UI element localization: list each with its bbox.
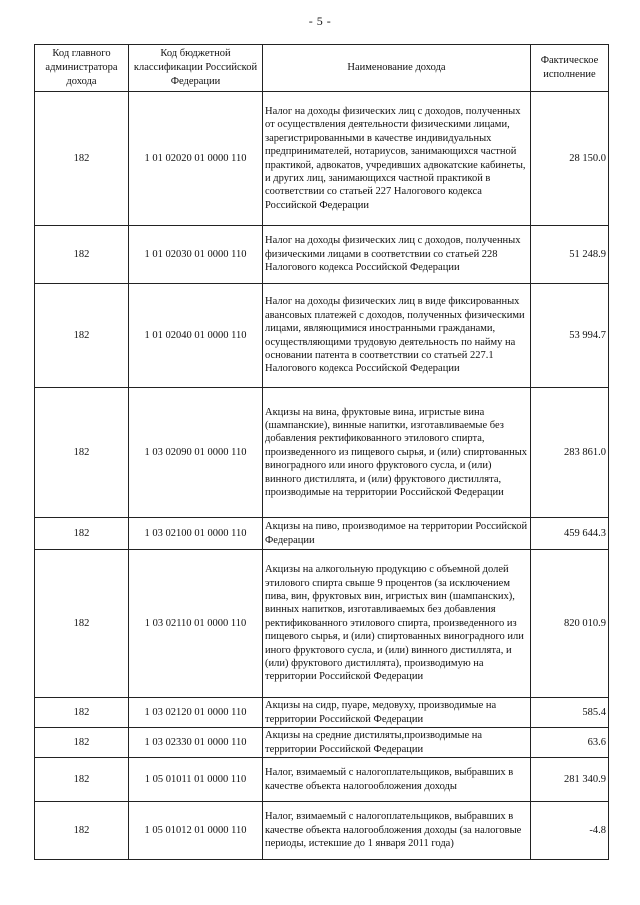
page-number: - 5 - [308,14,332,28]
admin-code-cell: 182 [35,92,129,226]
admin-code-cell: 182 [35,284,129,388]
budget-code-cell: 1 03 02110 01 0000 110 [129,550,263,698]
admin-code-cell: 182 [35,550,129,698]
admin-code-cell: 182 [35,698,129,728]
table-row [35,284,609,388]
table-row [35,802,609,860]
budget-code-cell: 1 01 02040 01 0000 110 [129,284,263,388]
income-name-cell: Акцизы на алкогольную продукцию с объемной долей этилового спирта свыше 9 процентов (за исключением пива, вин, фруктовых вин, игристых вин (шампанских), винных напитков, изготавливаемых без добавления ректификованного этилового спирта, произведенного из пищевого сырья, и (или) спиртованных виноградного или иного фруктового сусла, и (или) винного дистиллята, и (или) фруктового дистиллята), производимую на территории Российской Федерации [263,550,531,698]
admin-code-cell: 182 [35,518,129,550]
amount-cell: 820 010.9 [531,550,609,698]
amount-cell: 53 994.7 [531,284,609,388]
admin-code-cell: 182 [35,802,129,860]
header-admin-code: Код главного администратора дохода [35,45,129,92]
amount-cell: -4.8 [531,802,609,860]
budget-code-cell: 1 01 02030 01 0000 110 [129,226,263,284]
header-income-name: Наименование дохода [263,45,531,92]
budget-code-cell: 1 03 02090 01 0000 110 [129,388,263,518]
amount-cell: 459 644.3 [531,518,609,550]
admin-code-cell: 182 [35,226,129,284]
budget-code-cell: 1 05 01012 01 0000 110 [129,802,263,860]
table-row [35,92,609,226]
header-row [35,45,609,92]
table-row [35,388,609,518]
income-name-cell: Налог на доходы физических лиц в виде фиксированных авансовых платежей с доходов, полученных физическими лицами, являющимися иностранными гражданами, осуществляющими трудовую деятельность по найму на основании патента в соответствии со статьей 227.1 Налогового кодекса Российской Федерации [263,284,531,388]
income-name-cell: Налог, взимаемый с налогоплательщиков, выбравших в качестве объекта налогообложения доходы (за налоговые периоды, истекшие до 1 января 2011 года) [263,802,531,860]
budget-code-cell: 1 03 02100 01 0000 110 [129,518,263,550]
income-name-cell: Акцизы на сидр, пуаре, медовуху, производимые на территории Российской Федерации [263,698,531,728]
table-row [35,226,609,284]
revenue-table [34,44,609,860]
amount-cell: 283 861.0 [531,388,609,518]
income-name-cell: Налог на доходы физических лиц с доходов, полученных физическими лицами в соответствии со статьей 228 Налогового кодекса Российской Федерации [263,226,531,284]
admin-code-cell: 182 [35,388,129,518]
table-row [35,550,609,698]
amount-cell: 51 248.9 [531,226,609,284]
table-row [35,698,609,728]
budget-code-cell: 1 01 02020 01 0000 110 [129,92,263,226]
budget-code-cell: 1 03 02330 01 0000 110 [129,728,263,758]
income-name-cell: Акцизы на средние дистиляты,производимые на территории Российской Федерации [263,728,531,758]
income-name-cell: Акцизы на пиво, производимое на территории Российской Федерации [263,518,531,550]
income-name-cell: Налог на доходы физических лиц с доходов, полученных от осуществления деятельности физическими лицами, зарегистрированными в качестве индивидуальных предпринимателей, нотариусов, занимающихся частной практикой, адвокатов, учредивших адвокатские кабинеты, и других лиц, занимающихся частной практикой в соответствии со статьей 227 Налогового кодекса Российской Федерации [263,92,531,226]
amount-cell: 63.6 [531,728,609,758]
amount-cell: 28 150.0 [531,92,609,226]
budget-code-cell: 1 03 02120 01 0000 110 [129,698,263,728]
header-actual-amount: Фактическое исполнение [531,45,609,92]
admin-code-cell: 182 [35,758,129,802]
table-header [35,45,609,92]
table-body [35,92,609,860]
amount-cell: 281 340.9 [531,758,609,802]
amount-cell: 585.4 [531,698,609,728]
table-row [35,758,609,802]
admin-code-cell: 182 [35,728,129,758]
income-name-cell: Акцизы на вина, фруктовые вина, игристые вина (шампанские), винные напитки, изготавливаемые без добавления ректификованного этилового спирта, произведенного из пищевого сырья, и (или) спиртованных виноградного или иного фруктового сусла, и (или) винного дистиллята, и (или) фруктового дистиллята, производимые на территории Российской Федерации [263,388,531,518]
budget-code-cell: 1 05 01011 01 0000 110 [129,758,263,802]
income-name-cell: Налог, взимаемый с налогоплательщиков, выбравших в качестве объекта налогообложения доходы [263,758,531,802]
table-row [35,728,609,758]
header-budget-code: Код бюджетной классификации Российской Федерации [129,45,263,92]
table-row [35,518,609,550]
